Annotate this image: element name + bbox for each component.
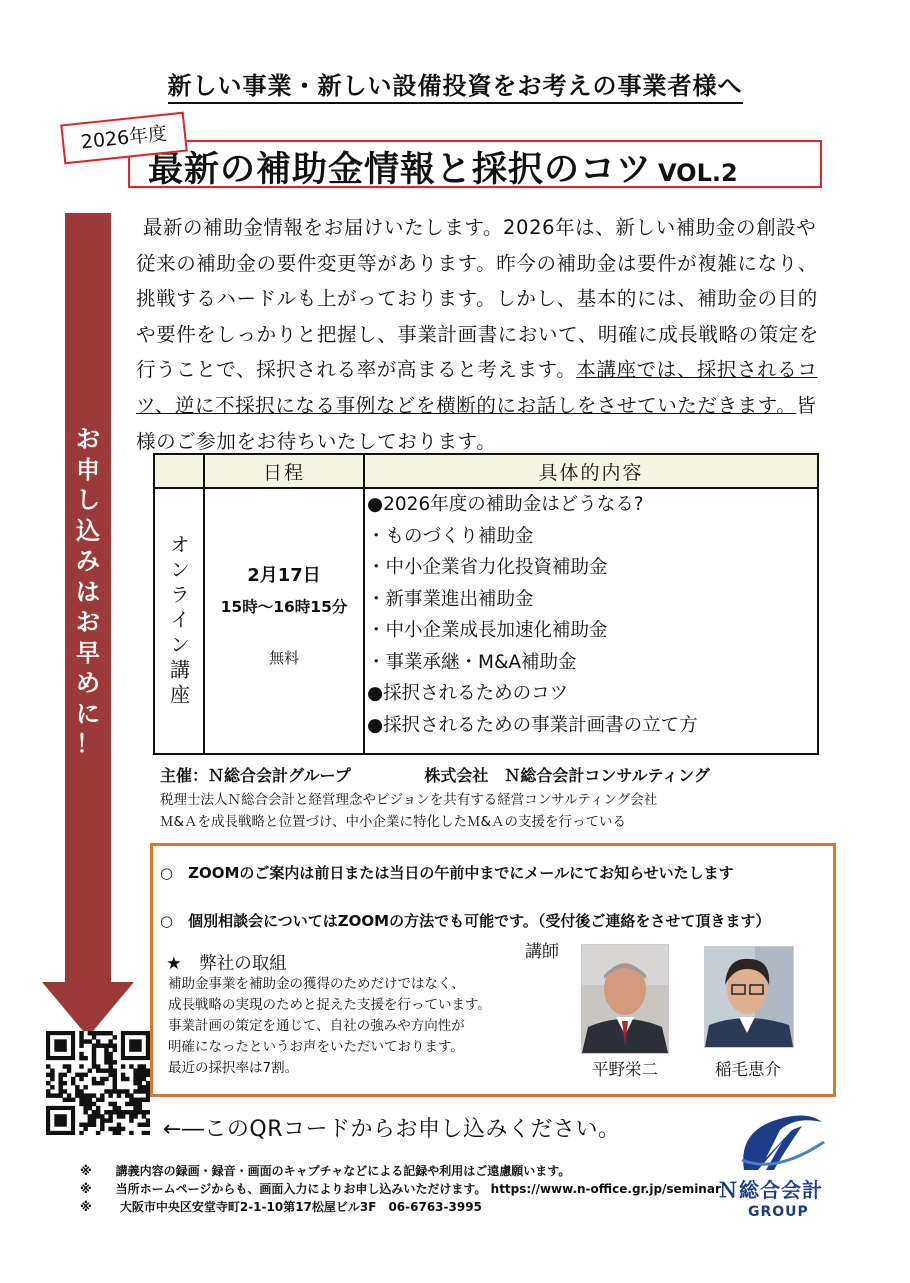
organizer-label: 主催：Ｎ総合会計グループ xyxy=(160,766,351,785)
notice-zoom: ○ ZOOMのご案内は前日または当日の午前中までにメールにてお知らせいたします xyxy=(160,864,734,882)
headline: 新しい事業・新しい設備投資をお考えの事業者様へ xyxy=(0,66,910,101)
content-item: ●採択されるための事業計画書の立て方 xyxy=(367,714,698,736)
content-item: ・新事業進出補助金 xyxy=(367,588,534,610)
instructor-photo-hirano xyxy=(581,944,669,1054)
qr-code[interactable] xyxy=(46,1031,150,1135)
title-volume: VOL.2 xyxy=(658,159,738,187)
side-banner-char: め xyxy=(76,669,100,697)
organizer xyxy=(160,763,710,786)
organizer-company: 株式会社 Ｎ総合会計コンサルティング xyxy=(424,766,710,785)
column-header-content: 具体的内容 xyxy=(364,454,818,488)
event-fee: 無料 xyxy=(268,649,299,667)
torikumi-line: 事業計画の策定を通じて、自社の強みや方向性が xyxy=(168,1018,465,1034)
organizer-description-2: Ｍ&Ａを成長戦略と位置づけ、中小企業に特化したＭ&Ａの支援を行っている xyxy=(160,814,627,830)
year-badge: 2026年度 xyxy=(60,112,188,165)
torikumi-text xyxy=(168,974,548,1079)
organizer-description-1: 税理士法人Ｎ総合会計と経営理念やビジョンを共有する経営コンサルティング会社 xyxy=(160,792,658,808)
side-banner-char: し xyxy=(76,486,100,514)
company-logo-icon xyxy=(736,1112,826,1174)
arrow-down-icon xyxy=(42,982,134,1037)
content-item: ・中小企業成長加速化補助金 xyxy=(367,620,608,641)
content-item: ・事業承継・M&A補助金 xyxy=(367,651,577,673)
content-item: ・中小企業省力化投資補助金 xyxy=(367,557,608,578)
torikumi-line: 補助金事業を補助金の獲得のためだけではなく、 xyxy=(168,976,465,992)
side-banner-char: は xyxy=(76,577,100,606)
instructor-label: 講師 xyxy=(525,942,559,962)
qr-cta: ←―このQRコードからお申し込みください。 xyxy=(163,1117,621,1142)
side-banner-char: ！ xyxy=(76,730,100,758)
instructor-photo-inage xyxy=(704,946,794,1048)
content-item: ・ものづくり補助金 xyxy=(367,525,534,547)
side-banner-char: に xyxy=(76,699,100,728)
side-banner-char: 込 xyxy=(76,516,100,545)
side-banner-char: み xyxy=(76,547,100,575)
torikumi-heading: ★ 弊社の取組 xyxy=(166,954,287,974)
event-date: 2月17日 xyxy=(247,565,321,586)
side-banner-char: お xyxy=(76,608,100,636)
torikumi-line: 成長戦略の実現のためと捉えた支援を行っています。 xyxy=(168,997,491,1013)
footer-note-2: ※ 当所ホームページからも、画面入力によりお申し込みいただけます。 https://www.n-office.gr.jp/seminar xyxy=(80,1182,721,1196)
table-corner xyxy=(154,454,204,488)
company-logo-name: Ｎ総合会計 xyxy=(718,1178,823,1202)
column-header-date: 日程 xyxy=(204,454,364,488)
company-logo-sub: GROUP xyxy=(748,1204,809,1220)
date-cell xyxy=(204,488,364,754)
notice-consultation: ○ 個別相談会についてはZOOMの方法でも可能です。（受付後ご連絡をさせて頂きます） xyxy=(160,912,771,930)
intro-text: 最新の補助金情報をお届けいたします。2026年は、新しい補助金の創設や従来の補助金の要件変更等があります。昨今の補助金は要件が複雑になり、挑戦するハードルも上がっております。しかし、基本的には、補助金の目的や要件をしっかりと把握し、事業計画書において、明確に成長戦略の策定を行うことで、採択される率が高まると考えます。 xyxy=(136,216,820,382)
schedule-table xyxy=(153,453,819,755)
page-title: 最新の補助金情報と採択のコツ VOL.2 xyxy=(148,150,738,190)
torikumi-line: 最近の採択率は7割。 xyxy=(168,1060,299,1076)
side-banner-text xyxy=(65,424,111,760)
instructor-name-2: 稲毛恵介 xyxy=(715,1060,781,1079)
intro-closing: 皆様のご参加をお待ちいたしております。 xyxy=(136,393,817,453)
side-banner-char: お xyxy=(76,425,100,453)
row-label-cell xyxy=(154,488,204,754)
side-banner-char: 申 xyxy=(76,455,100,484)
intro-underlined: 本講座では、採択されるコツ、逆に不採択になる事例などを横断的にお話しをさせていただきます。 xyxy=(136,358,818,417)
footer-note-1: ※ 講義内容の録画・録音・画面のキャプチャなどによる記録や利用はご遠慮願います。 xyxy=(80,1164,571,1178)
instructor-name-1: 平野栄二 xyxy=(592,1060,658,1079)
event-time: 15時～16時15分 xyxy=(220,598,348,616)
content-list xyxy=(367,489,817,741)
torikumi-line: 明確になったというお声をいただいております。 xyxy=(168,1039,464,1055)
content-item: ●採択されるためのコツ xyxy=(367,683,569,704)
content-item: ●2026年度の補助金はどうなる? xyxy=(367,494,644,515)
intro-paragraph xyxy=(136,210,826,459)
footer-note-3: ※ 大阪市中央区安堂寺町2-1-10第17松屋ビル3F 06-6763-3995 xyxy=(80,1200,482,1214)
content-cell xyxy=(364,488,818,754)
row-label: オンライン講座 xyxy=(166,533,191,709)
side-banner-char: 早 xyxy=(76,638,100,667)
